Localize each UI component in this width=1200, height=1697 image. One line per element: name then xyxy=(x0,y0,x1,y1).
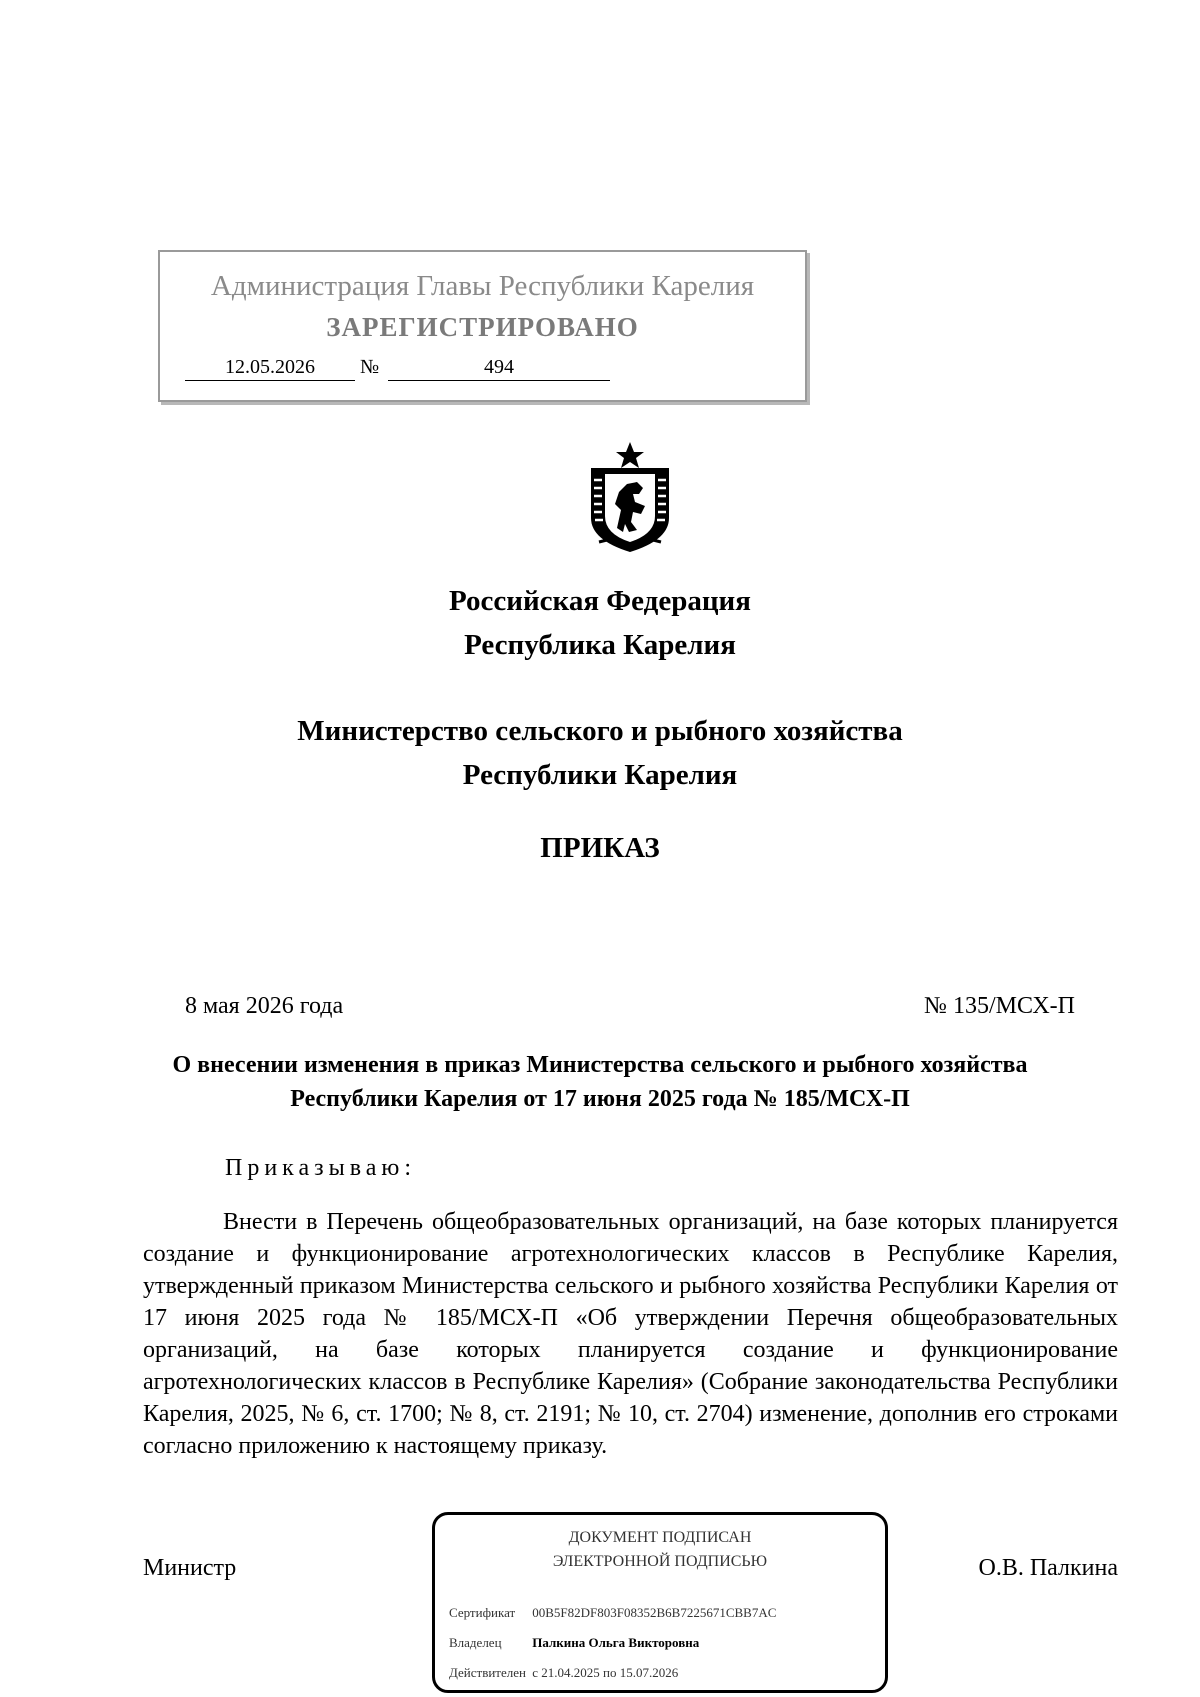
esign-validity-row xyxy=(449,1665,678,1681)
coat-of-arms-icon xyxy=(585,440,675,555)
order-date: 8 мая 2026 года xyxy=(185,993,344,1019)
stamp-number-label: № xyxy=(360,356,380,378)
esign-certificate-value: 00B5F82DF803F08352B6B7225671CBB7AC xyxy=(532,1605,777,1620)
stamp-organization: Администрация Главы Республики Карелия xyxy=(210,270,755,302)
header-ministry-line2: Республики Карелия xyxy=(462,759,738,791)
registration-stamp xyxy=(158,250,807,402)
esign-owner-value: Палкина Ольга Викторовна xyxy=(532,1635,700,1650)
esign-owner-label: Владелец xyxy=(449,1635,502,1650)
document-type-title: ПРИКАЗ xyxy=(540,832,660,864)
header-ministry-line1: Министерство сельского и рыбного хозяйства xyxy=(297,715,903,747)
stamp-status: ЗАРЕГИСТРИРОВАНО xyxy=(326,312,639,342)
esign-certificate-row xyxy=(449,1605,776,1621)
esign-title-line2: ЭЛЕКТРОННОЙ ПОДПИСЬЮ xyxy=(552,1553,768,1570)
order-subject: О внесении изменения в приказ Министерства сельского и рыбного хозяйства Республики Карелия от 17 июня 2025 года № 185/МСХ-П xyxy=(172,1052,1028,1112)
signer-name: О.В. Палкина xyxy=(978,1555,1118,1581)
order-number: № 135/МСХ-П xyxy=(924,993,1075,1019)
stamp-date: 12.05.2026 xyxy=(185,356,355,381)
esign-certificate-label: Сертификат xyxy=(449,1605,516,1620)
esign-title-line1: ДОКУМЕНТ ПОДПИСАН xyxy=(568,1529,752,1546)
esign-validity-label: Действителен xyxy=(449,1665,526,1680)
stamp-number: 494 xyxy=(388,356,610,381)
electronic-signature-stamp xyxy=(432,1512,888,1693)
signer-title: Министр xyxy=(143,1555,237,1581)
header-republic: Республика Карелия xyxy=(464,629,736,661)
esign-validity-value: с 21.04.2025 по 15.07.2026 xyxy=(532,1665,679,1680)
header-federation: Российская Федерация xyxy=(449,585,751,617)
esign-owner-row xyxy=(449,1635,699,1651)
order-body: Внести в Перечень общеобразовательных организаций, на базе которых планируется создание и функционирование агротехнологических классов в Республике Карелия, утвержденный приказом Министерства сельского и рыбного хозяйства Республики Карелия от 17 июня 2025 года № 185/МСХ-П «Об утверждении Перечня общеобразовательных организаций, на базе которых планируется создание и функционирование агротехнологических классов в Республике Карелия» (Собрание законодательства Республики Карелия, 2025, № 6, ст. 1700; № 8, ст. 2191; № 10, ст. 2704) изменение, дополнив его строками согласно приложению к настоящему приказу. xyxy=(143,1209,1118,1459)
order-directive: Приказываю: xyxy=(225,1155,416,1181)
